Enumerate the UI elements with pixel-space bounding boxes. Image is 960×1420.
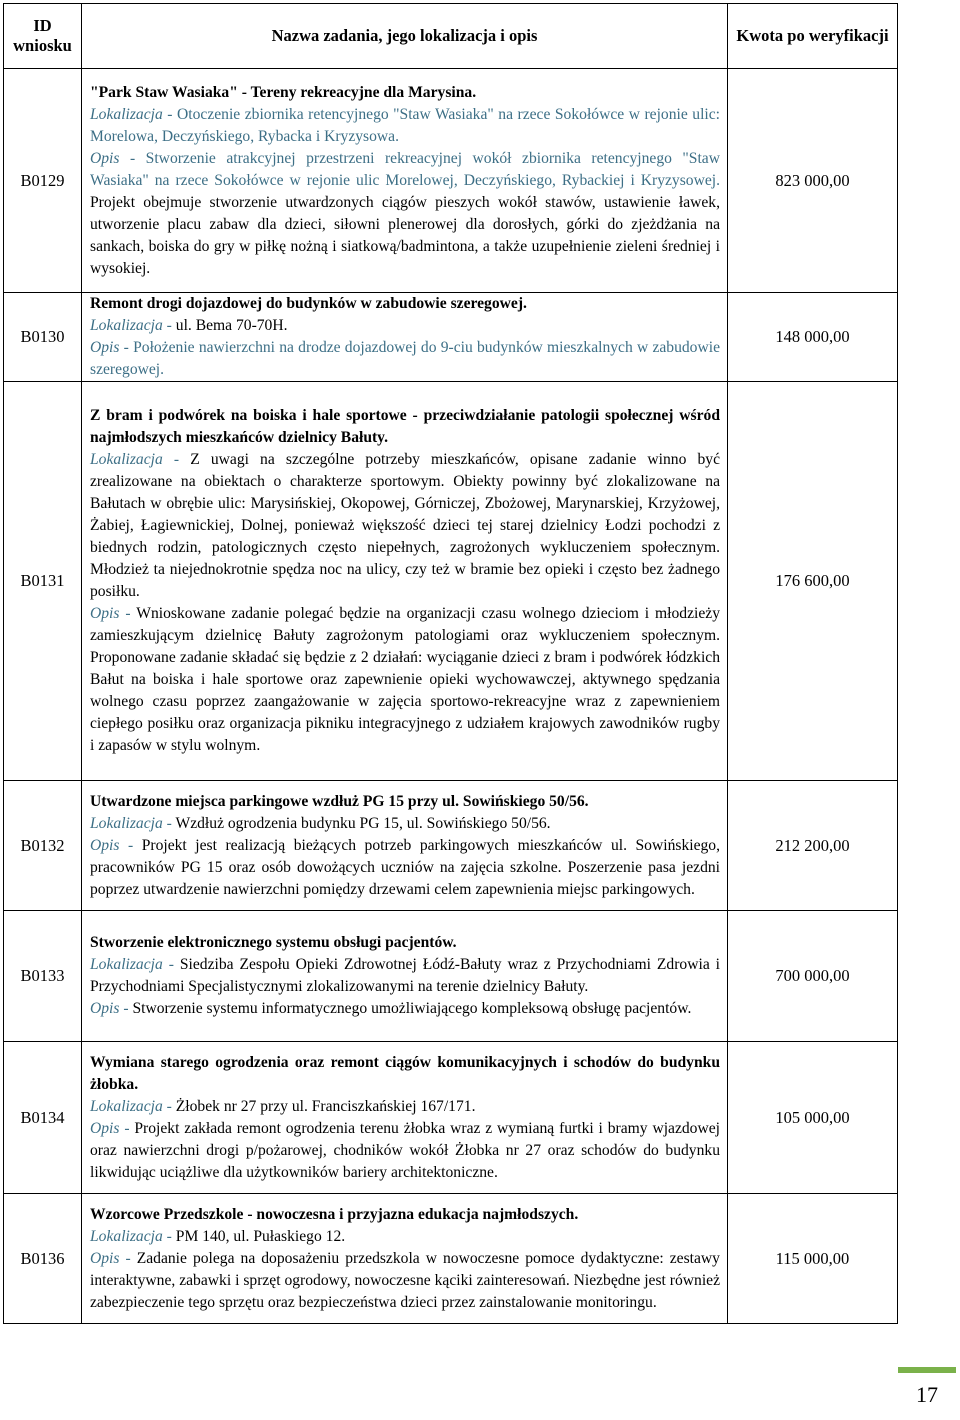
opis-label: Opis — [90, 339, 120, 356]
row-id: B0129 — [4, 69, 82, 293]
row-description: Wymiana starego ogrodzenia oraz remont ciągów komunikacyjnych i schodów do budynku żłobka. Lokalizacja - Żłobek nr 27 przy ul. Franciszkańskiej 167/171. Opis - Projekt zakłada remont ogrodzenia terenu żłobka wraz z wymianą furtki i bramy wjazdowej oraz nawierzchni drogi p/pożarowej, chodników wokół Żłobka nr 27 oraz schodów do budynku likwidując uciążliwe dla użytkowników bariery architektoniczne. — [82, 1042, 728, 1194]
table-row — [4, 1194, 898, 1324]
row-amount: 212 200,00 — [728, 781, 898, 911]
location-text: Siedziba Zespołu Opieki Zdrowotnej Łódź-Bałuty wraz z Przychodniami Zdrowia i Przychodniami Specjalistycznymi zlokalizowanymi na terenie dzielnicy Bałuty. — [90, 956, 721, 995]
location-label: Lokalizacja — [90, 317, 163, 334]
task-title: Wzorcowe Przedszkole - nowoczesna i przyjazna edukacja najmłodszych. — [90, 1205, 579, 1223]
task-title: Remont drogi dojazdowej do budynków w zabudowie szeregowej. — [90, 295, 527, 312]
table-row — [4, 911, 898, 1042]
location-label: Lokalizacja — [90, 1097, 163, 1115]
task-title: Z bram i podwórek na boiska i hale sportowe - przeciwdziałanie patologii społecznej wśród najmłodszych mieszkańców dzielnicy Bałuty. — [90, 407, 720, 446]
location-label: Lokalizacja — [90, 814, 163, 832]
location-text: Z uwagi na szczególne potrzeby mieszkańców, opisane zadanie winno być zrealizowane na obiektach o charakterze sportowym. Obiekty powinny być zlokalizowane na Bałutach w obrębie ulic: Marysińskiej, Okopowej, Górniczej, Zbożowej, Marynarskiej, Krzyżowej, Żabiej, Łagiewnickiej, Dolnej, ponieważ większość dzieci tej starej dzielnicy Łodzi pochodzi z biednych rodzin, patologicznych często niepełnych, zagrożonych wykluczeniem społecznym. Młodzież ta niejednokrotnie spędza noc na ulicy, czy też w bramie bez opieki i często bez żadnego posiłku. — [90, 451, 720, 600]
header-row — [4, 4, 898, 69]
row-amount: 115 000,00 — [728, 1194, 898, 1324]
budget-table — [3, 3, 898, 1324]
task-title: "Park Staw Wasiaka" - Tereny rekreacyjne dla Marysina. — [90, 83, 477, 101]
opis-text: Projekt jest realizacją bieżących potrzeb parkingowych mieszkańców ul. Sowińskiego, pracowników PG 15 oraz osób dowożących uczniów na zajęcia szkolne. Poszerzenie pasa jezdni poprzez utwardzenie nawierzchni pomiędzy drzewami celem zapewnienia miejsc parkingowych. — [90, 836, 720, 898]
row-description: "Park Staw Wasiaka" - Tereny rekreacyjne dla Marysina. Lokalizacja - Otoczenie zbiornika retencyjnego "Staw Wasiaka" na rzece Sokołówce w rejonie ulic: Morelowa, Deczyńskiego, Rybacka i Kryzysowa. Opis - Stworzenie atrakcyjnej przestrzeni rekreacyjnej wokół zbiornika retencyjnego "Staw Wasiaka" na rzece Sokołówce w rejonie ulic Morelowej, Deczyńskiego, Rybackiej i Kryzysowej. Projekt obejmuje stworzenie utwardzonych ciągów pieszych wokół stawów, ustawienie ławek, utworzenie placu zabaw dla dzieci, siłowni plenerowej dla dorosłych, górki do zjeżdżania na sankach, boiska do gry w piłkę nożną i siatkową/badmintona, a także uzupełnienie zieleni średniej i wysokiej. — [82, 69, 728, 293]
row-amount: 700 000,00 — [728, 911, 898, 1042]
location-label: Lokalizacja — [90, 451, 163, 468]
location-text: Wzdłuż ogrodzenia budynku PG 15, ul. Sowińskiego 50/56. — [175, 814, 551, 832]
table-row — [4, 69, 898, 293]
row-description: Stworzenie elektronicznego systemu obsługi pacjentów. Lokalizacja - Siedziba Zespołu Opieki Zdrowotnej Łódź-Bałuty wraz z Przychodniami Zdrowia i Przychodniami Specjalistycznymi zlokalizowanymi na terenie dzielnicy Bałuty. Opis - Stworzenie systemu informatycznego umożliwiającego kompleksową obsługę pacjentów. — [82, 911, 728, 1042]
opis-label: Opis — [90, 1249, 120, 1267]
opis-text: Stworzenie systemu informatycznego umożliwiającego kompleksową obsługę pacjentów. — [132, 1000, 692, 1017]
row-id: B0133 — [4, 911, 82, 1042]
table-row — [4, 1042, 898, 1194]
row-id: B0136 — [4, 1194, 82, 1324]
row-id: B0130 — [4, 293, 82, 382]
location-label: Lokalizacja — [90, 1227, 163, 1245]
location-text: Żłobek nr 27 przy ul. Franciszkańskiej 167/171. — [175, 1097, 476, 1115]
opis-label: Opis — [90, 149, 120, 167]
opis-label: Opis — [90, 605, 120, 622]
opis-text: Stworzenie atrakcyjnej przestrzeni rekreacyjnej wokół zbiornika retencyjnego "Staw Wasiaka" na rzece Sokołówce w rejonie ulic Morelowej, Deczyńskiego, Rybackiej i Kryzysowej. — [90, 149, 720, 189]
row-amount: 176 600,00 — [728, 382, 898, 781]
opis-text: Wnioskowane zadanie polegać będzie na organizacji czasu wolnego dzieciom i młodzieży zamieszkującym dzielnicę Bałuty zagrożonym patologiami oraz wykluczeniem społecznym. Proponowane zadanie składać się będzie z 2 działań: wyciąganie dzieci z bram i podwórek łódzkich Bałut na boiska i hale sportowe oraz zapewnienie opieki wychowawczej, aktywnego spędzania wolnego czasu poprzez zaangażowanie w zajęcia sportowo-rekreacyjne wraz z zapewnieniem ciepłego posiłku oraz organizacja pikniku integracyjnego z udziałem krajowych zawodników rugby i zapasów w stylu wolnym. — [90, 605, 720, 754]
row-amount: 148 000,00 — [728, 293, 898, 382]
row-id: B0134 — [4, 1042, 82, 1194]
opis-label: Opis — [90, 836, 120, 854]
row-id: B0131 — [4, 382, 82, 781]
task-title: Stworzenie elektronicznego systemu obsługi pacjentów. — [90, 934, 457, 951]
header-id: ID wniosku — [4, 4, 82, 69]
location-text: ul. Bema 70-70H. — [175, 317, 288, 334]
table-row — [4, 382, 898, 781]
header-name: Nazwa zadania, jego lokalizacja i opis — [82, 4, 728, 69]
row-description: Utwardzone miejsca parkingowe wzdłuż PG 15 przy ul. Sowińskiego 50/56. Lokalizacja - Wzdłuż ogrodzenia budynku PG 15, ul. Sowińskiego 50/56. Opis - Projekt jest realizacją bieżących potrzeb parkingowych mieszkańców ul. Sowińskiego, pracowników PG 15 oraz osób dowożących uczniów na zajęcia szkolne. Poszerzenie pasa jezdni poprzez utwardzenie nawierzchni pomiędzy drzewami celem zapewnienia miejsc parkingowych. — [82, 781, 728, 911]
row-id: B0132 — [4, 781, 82, 911]
header-amount: Kwota po weryfikacji — [728, 4, 898, 69]
row-description: Z bram i podwórek na boiska i hale sportowe - przeciwdziałanie patologii społecznej wśród najmłodszych mieszkańców dzielnicy Bałuty. Lokalizacja - Z uwagi na szczególne potrzeby mieszkańców, opisane zadanie winno być zrealizowane na obiektach o charakterze sportowym. Obiekty powinny być zlokalizowane na Bałutach w obrębie ulic: Marysińskiej, Okopowej, Górniczej, Zbożowej, Marynarskiej, Krzyżowej, Żabiej, Łagiewnickiej, Dolnej, ponieważ większość dzieci tej starej dzielnicy Łodzi pochodzi z biednych rodzin, patologicznych często niepełnych, zagrożonych wykluczeniem społecznym. Młodzież ta niejednokrotnie spędza noc na ulicy, czy też w bramie bez opieki i często bez żadnego posiłku. Opis - Wnioskowane zadanie polegać będzie na organizacji czasu wolnego dzieciom i młodzieży zamieszkującym dzielnicę Bałuty zagrożonym patologiami oraz wykluczeniem społecznym. Proponowane zadanie składać się będzie z 2 działań: wyciąganie dzieci z bram i podwórek łódzkich Bałut na boiska i hale sportowe oraz zapewnienie opieki wychowawczej, aktywnego spędzania wolnego czasu poprzez zaangażowanie w zajęcia sportowo-rekreacyjne wraz z zapewnieniem ciepłego posiłku oraz organizacja pikniku integracyjnego z udziałem krajowych zawodników rugby i zapasów w stylu wolnym. — [82, 382, 728, 781]
task-title: Wymiana starego ogrodzenia oraz remont ciągów komunikacyjnych i schodów do budynku żłobka. — [90, 1053, 720, 1093]
opis-text-continued: Projekt obejmuje stworzenie utwardzonych ciągów pieszych wokół stawów, ustawienie ławek, utworzenie placu zabaw dla dzieci, siłowni plenerowej dla dorosłych, górki do zjeżdżania na sankach, boiska do gry w piłkę nożną i siatkową/badmintona, a także uzupełnienie zieleni średniej i wysokiej. — [90, 193, 720, 277]
opis-text: Położenie nawierzchni na drodze dojazdowej do 9-ciu budynków mieszkalnych w zabudowie szeregowej. — [90, 339, 720, 378]
opis-text: Projekt zakłada remont ogrodzenia terenu żłobka wraz z wymianą furtki i bramy wjazdowej oraz nawierzchni drogi p/pożarowej, chodników wokół Żłobka nr 27 oraz schodów do budynku likwidując uciążliwe dla użytkowników bariery architektoniczne. — [90, 1119, 720, 1181]
row-description: Wzorcowe Przedszkole - nowoczesna i przyjazna edukacja najmłodszych. Lokalizacja - PM 140, ul. Pułaskiego 12. Opis - Zadanie polega na doposażeniu przedszkola w nowoczesne pomoce dydaktyczne: zestawy interaktywne, zabawki i sprzęt ogrodowy, nowoczesne kąciki zainteresowań. Niezbędne jest również zabezpieczenie tego sprzętu oraz bezpieczeństwa dzieci przez zainstalowanie monitoringu. — [82, 1194, 728, 1324]
row-amount: 823 000,00 — [728, 69, 898, 293]
location-label: Lokalizacja — [90, 956, 163, 973]
location-text: Otoczenie zbiornika retencyjnego "Staw Wasiaka" na rzece Sokołówce w rejonie ulic: Morelowa, Deczyńskiego, Rybacka i Kryzysowa. — [90, 105, 720, 145]
table-row — [4, 781, 898, 911]
opis-text: Zadanie polega na doposażeniu przedszkola w nowoczesne pomoce dydaktyczne: zestawy interaktywne, zabawki i sprzęt ogrodowy, nowoczesne kąciki zainteresowań. Niezbędne jest również zabezpieczenie tego sprzętu oraz bezpieczeństwa dzieci przez zainstalowanie monitoringu. — [90, 1249, 720, 1311]
location-text: PM 140, ul. Pułaskiego 12. — [175, 1227, 346, 1245]
opis-label: Opis — [90, 1000, 120, 1017]
location-label: Lokalizacja — [90, 105, 163, 123]
opis-label: Opis — [90, 1119, 120, 1137]
task-title: Utwardzone miejsca parkingowe wzdłuż PG 15 przy ul. Sowińskiego 50/56. — [90, 792, 589, 810]
table-row — [4, 293, 898, 382]
row-description: Remont drogi dojazdowej do budynków w zabudowie szeregowej. Lokalizacja - ul. Bema 70-70H. Opis - Położenie nawierzchni na drodze dojazdowej do 9-ciu budynków mieszkalnych w zabudowie szeregowej. — [82, 293, 728, 382]
row-amount: 105 000,00 — [728, 1042, 898, 1194]
page-number: 17 — [898, 1367, 956, 1417]
